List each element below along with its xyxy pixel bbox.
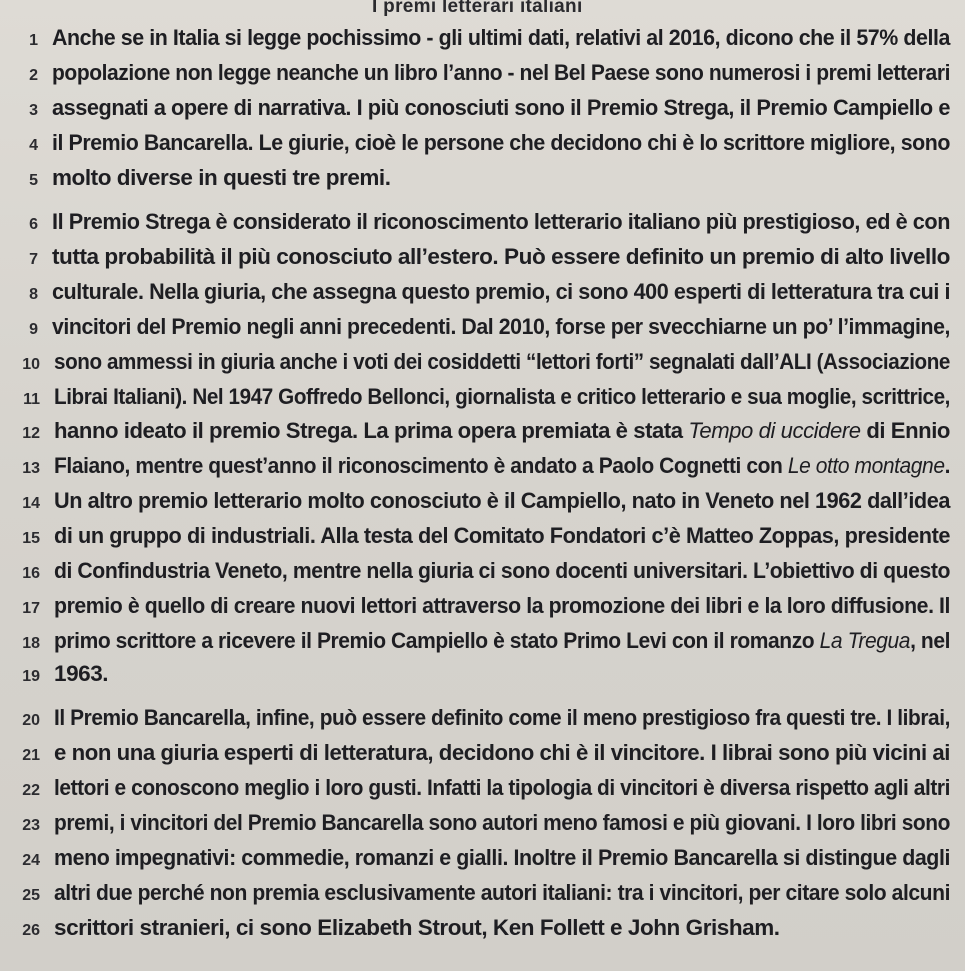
line-text bbox=[54, 740, 950, 766]
text-run: , nel bbox=[910, 628, 950, 653]
line-text bbox=[54, 810, 950, 836]
text-run: un po’ l’immagine, bbox=[766, 314, 950, 339]
text-line bbox=[0, 705, 965, 737]
line-text bbox=[52, 314, 950, 340]
text-line bbox=[0, 558, 965, 590]
line-number: 23 bbox=[22, 817, 40, 834]
text-run: . bbox=[944, 453, 950, 478]
text-line bbox=[0, 775, 965, 807]
line-number: 24 bbox=[22, 852, 40, 869]
text-run: Anche se in Italia si legge pochissimo - gli ultimi dati, relativi al 2016, dicono che il 57% della bbox=[52, 25, 950, 50]
text-run: Flaiano, mentre quest’anno il riconoscimento è andato a Paolo Cognetti con bbox=[54, 453, 788, 478]
line-text bbox=[54, 661, 108, 687]
line-number: 13 bbox=[22, 460, 40, 477]
text-run: altri due perché non premia esclusivamente autori italiani: tra i vincitori, per citare solo alcuni bbox=[54, 880, 950, 905]
text-run: premi, i vincitori del Premio Bancarella sono autori meno famosi e più giovani. I loro libri sono bbox=[54, 810, 950, 835]
line-text bbox=[54, 593, 950, 619]
text-run: culturale. Nella giuria, che assegna questo premio, ci sono 400 esperti di letteratura tra cui i bbox=[52, 279, 950, 304]
text-run: e non una giuria esperti di letteratura, decidono chi è il vincitore. I librai sono più vicini ai bbox=[54, 740, 950, 765]
line-number: 2 bbox=[29, 67, 38, 84]
line-number: 9 bbox=[29, 321, 38, 338]
line-text bbox=[52, 60, 950, 86]
text-line bbox=[0, 279, 965, 311]
line-number: 25 bbox=[22, 887, 40, 904]
text-line bbox=[0, 95, 965, 127]
page-title: I premi letterari italiani bbox=[372, 0, 583, 17]
line-number: 5 bbox=[29, 172, 38, 189]
text-run: Il Premio Strega è considerato il riconoscimento letterario italiano più prestigioso, ed è con bbox=[52, 209, 950, 234]
bold-term: svecchiarne bbox=[648, 314, 767, 339]
text-run: tutta probabilità il più conosciuto all’estero. Può essere definito un premio di alto livello bbox=[52, 244, 951, 269]
line-number: 26 bbox=[22, 922, 40, 939]
text-run: Librai Italiani). Nel 1947 Goffredo Bellonci, giornalista e critico letterario e sua moglie, scrittrice, bbox=[54, 384, 950, 409]
text-run: di un gruppo di industriali. Alla testa del Comitato Fondatori c’è Matteo Zoppas, presidente bbox=[54, 523, 950, 548]
line-number: 3 bbox=[29, 102, 38, 119]
book-title: Le otto montagne bbox=[787, 453, 945, 478]
text-run: sono ammessi in giuria anche i voti dei cosiddetti “ bbox=[54, 349, 536, 374]
text-line bbox=[0, 314, 965, 346]
line-text bbox=[54, 488, 950, 514]
line-text bbox=[52, 244, 950, 270]
line-number: 22 bbox=[22, 782, 40, 799]
text-line bbox=[0, 628, 965, 660]
line-number: 6 bbox=[29, 216, 38, 233]
line-number: 14 bbox=[22, 495, 40, 512]
line-text bbox=[54, 705, 950, 731]
text-line bbox=[0, 244, 951, 276]
line-text bbox=[52, 209, 950, 235]
line-text bbox=[54, 384, 950, 410]
text-run: hanno ideato il premio Strega. La prima opera premiata è stata bbox=[54, 418, 689, 443]
text-run: primo scrittore a ricevere il Premio Campiello è stato Primo Levi con il romanzo bbox=[54, 628, 820, 653]
text-line bbox=[0, 418, 965, 450]
line-text bbox=[54, 558, 950, 584]
book-title: La Tregua bbox=[819, 628, 911, 653]
line-number: 11 bbox=[23, 391, 40, 408]
text-line bbox=[0, 165, 391, 197]
line-number: 19 bbox=[22, 668, 40, 685]
text-run: scrittori stranieri, ci sono Elizabeth Strout, Ken Follett e John Grisham. bbox=[54, 915, 780, 940]
text-run: assegnati a opere di narrativa. I più conosciuti sono il Premio Strega, il Premio Campiello e bbox=[52, 95, 950, 120]
line-text bbox=[54, 453, 950, 479]
line-text bbox=[54, 915, 780, 941]
line-text bbox=[52, 25, 950, 51]
line-number: 17 bbox=[22, 600, 40, 617]
text-line bbox=[0, 915, 780, 947]
line-text bbox=[54, 418, 950, 444]
text-run: di Confindustria Veneto, mentre nella giuria ci sono docenti universitari. L’obiettivo di questo bbox=[54, 558, 950, 583]
line-text bbox=[54, 349, 950, 375]
text-run: premio è quello di creare nuovi lettori attraverso la promozione dei libri e la loro diffusione. Il bbox=[54, 593, 950, 618]
text-line bbox=[0, 60, 965, 92]
text-run: vincitori del Premio negli anni precedenti. Dal 2010, forse per bbox=[52, 314, 649, 339]
line-number: 12 bbox=[22, 425, 40, 442]
text-line bbox=[0, 25, 965, 57]
text-line bbox=[0, 593, 965, 625]
text-line bbox=[0, 453, 965, 485]
line-text bbox=[52, 279, 950, 305]
line-number: 4 bbox=[29, 137, 38, 154]
text-line bbox=[0, 130, 965, 162]
line-text bbox=[54, 845, 950, 871]
text-line bbox=[0, 209, 965, 241]
line-text bbox=[52, 165, 391, 191]
book-title: Tempo di uccidere bbox=[688, 418, 861, 443]
line-number: 20 bbox=[22, 712, 40, 729]
line-number: 8 bbox=[29, 286, 38, 303]
text-line bbox=[0, 880, 965, 912]
line-text bbox=[52, 95, 950, 121]
line-number: 1 bbox=[29, 32, 38, 49]
text-line bbox=[0, 488, 965, 520]
text-run: lettori e conoscono meglio i loro gusti. Infatti la tipologia di vincitori è diversa rispetto agli altri bbox=[54, 775, 950, 800]
text-line bbox=[0, 349, 965, 381]
line-text bbox=[54, 628, 950, 654]
line-number: 15 bbox=[22, 530, 40, 547]
text-run: di Ennio bbox=[860, 418, 950, 443]
text-line bbox=[0, 810, 965, 842]
text-line bbox=[0, 384, 965, 416]
text-run: molto diverse in questi tre premi. bbox=[52, 165, 391, 190]
line-text bbox=[52, 130, 950, 156]
line-number: 18 bbox=[22, 635, 40, 652]
text-run: popolazione non legge neanche un libro l’anno - nel Bel Paese sono numerosi i premi letterari bbox=[52, 60, 950, 85]
bold-term: lettori forti bbox=[535, 349, 634, 374]
line-number: 16 bbox=[22, 565, 40, 582]
text-run: Il Premio Bancarella, infine, può essere definito come il meno prestigioso fra questi tre. I librai, bbox=[54, 705, 950, 730]
line-text bbox=[54, 880, 950, 906]
text-run: 1963. bbox=[54, 661, 109, 686]
line-text bbox=[54, 775, 950, 801]
line-number: 21 bbox=[22, 747, 40, 764]
text-run: il Premio Bancarella. Le giurie, cioè le persone che decidono chi è lo scrittore migliore, sono bbox=[52, 130, 950, 155]
text-run: meno impegnativi: commedie, romanzi e gialli. Inoltre il Premio Bancarella si distingue dagli bbox=[54, 845, 950, 870]
line-number: 7 bbox=[29, 251, 38, 268]
line-text bbox=[54, 523, 950, 549]
text-line bbox=[0, 523, 965, 555]
text-run: ” segnalati dall’ALI (Associazione bbox=[633, 349, 950, 374]
line-number: 10 bbox=[22, 356, 40, 373]
text-line bbox=[0, 661, 108, 693]
text-run: Un altro premio letterario molto conosciuto è il Campiello, nato in Veneto nel 1962 dall’idea bbox=[54, 488, 950, 513]
text-line bbox=[0, 740, 963, 772]
text-line bbox=[0, 845, 965, 877]
